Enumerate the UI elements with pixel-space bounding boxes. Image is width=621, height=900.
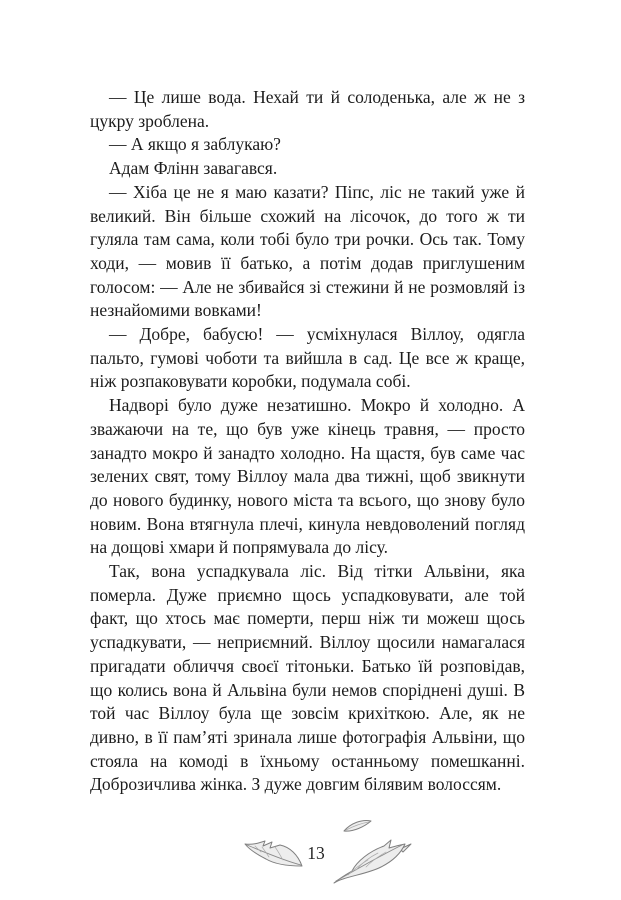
- paragraph: — Хіба це не я маю казати? Піпс, ліс не такий уже й великий. Він більше схожий на лісочок, до того ж ти гуляла там сама, коли тобі було три рочки. Ось так. Тому ходи, — мовив її батько, а потім додав приглушеним голосом: — Але не збивайся зі стежини й не розмовляй із незнайомими вовками!: [90, 181, 525, 321]
- paragraph: — Це лише вода. Нехай ти й солоденька, але ж не з цукру зроблена.: [90, 87, 525, 131]
- leaf-right-icon: [328, 813, 414, 889]
- paragraph: Надворі було дуже незатишно. Мокро й холодно. А зважаючи на те, що був уже кінець травня, — просто занадто мокро й занадто холодно. На щастя, був саме час зелених свят, тому Віллоу мала два тижні, щоб звикнути до нового будинку, нового міста та всього, що знову було новим. Вона втягнула плечі, кинула невдоволений погляд на дощові хмари й попрямувала до лісу.: [90, 395, 525, 558]
- paragraph: — А якщо я заблукаю?: [109, 134, 281, 155]
- leaf-left-icon: [240, 835, 306, 873]
- paragraph: Адам Флінн завагався.: [109, 158, 278, 179]
- paragraph: Так, вона успадкувала ліс. Від тітки Альвіни, яка померла. Дуже приємно щось успадковувати, але той факт, що хтось має померти, перш ніж ти можеш щось успадкувати, — неприємний. Віллоу щосили намагалася пригадати обличчя своєї тітоньки. Батько їй розповідав, що колись вона й Альвіна були немов споріднені душі. В той час Віллоу була ще зовсім крихіткою. Але, як не дивно, в її пам’яті зринала лише фотографія Альвіни, що стояла на комоді в їхньому останньому помешканні. Доброзичлива жінка. З дуже довгим білявим волоссям.: [90, 561, 525, 795]
- page-footer: [0, 805, 621, 895]
- body-text: [90, 86, 525, 797]
- paragraph: — Добре, бабусю! — усміхнулася Віллоу, одягла пальто, гумові чоботи та вийшла в сад. Це все ж краще, ніж розпаковувати коробки, подумала собі.: [90, 324, 525, 392]
- page-number: 13: [307, 843, 325, 863]
